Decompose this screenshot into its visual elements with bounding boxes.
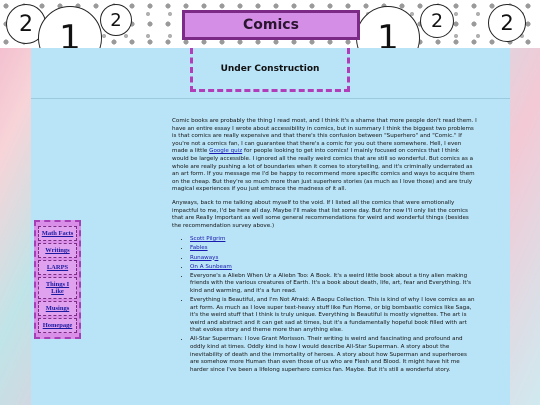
comics-list (190, 236, 477, 374)
list-item: • Everything is Beautiful, and I'm Not Afraid: A Baopu Collection. This is kind of why I love comics as an art form. As much as I love super text-heavy stuff like Fun Home, or big bombastic comics like Saga, it's the weird stuff that I think is truly unique. Everything is Beautiful is mostly vignettes. The art is weird and abstract and it can get sad at times, but it's a fundamentally hopeful book filled with art that evokes story and theme more than anything else. (190, 297, 477, 335)
link-runaways[interactable]: Runaways (190, 254, 219, 261)
nav-math-facts[interactable]: Math Facts (38, 226, 77, 241)
under-construction-banner: Under Construction (190, 48, 350, 92)
nav-writings[interactable]: Writings (38, 243, 77, 258)
list-item (190, 264, 477, 272)
header-number-circle: 2 (420, 4, 454, 38)
content-body (172, 118, 477, 376)
nav-musings[interactable]: Musings (38, 301, 77, 316)
google-quiz-link[interactable]: Google quiz (209, 148, 243, 155)
link-fables[interactable]: Fables (190, 245, 208, 252)
header-number-circle: 2 (100, 4, 132, 36)
header-number-circle: 1 (356, 6, 420, 48)
header-number-circle: 2 (6, 4, 46, 44)
sidebar-nav (34, 220, 81, 339)
link-on-a-sunbeam[interactable]: On A Sunbeam (190, 263, 232, 270)
nav-homepage[interactable]: Homepage (38, 318, 77, 333)
second-paragraph: Anyways, back to me talking about myself to the void. If I listed all the comics that were emotionally impactful to me, I'd be here all day. Maybe I'll make that list some day. But for now I'll only list the comics that are Really Important as well some general recommendations for weird and wonderful things (besides the recommendation survey above.) (172, 199, 469, 229)
header-number-circle: 1 (38, 6, 102, 48)
divider (31, 98, 510, 99)
list-item (190, 245, 477, 253)
link-scott-pilgrim[interactable]: Scott Pilgrim (190, 236, 226, 243)
list-item: • Everyone's a Aliebn When Ur a Aliebn Too: A Book. It's a weird little book about a tiny alien making friends with the various creatures of Earth. It's a book about death, life, art, fear and Everything. It's kind and warming, and it's a fun read. (190, 273, 477, 296)
list-item: • All-Star Superman: I love Grant Morisson. Their writing is weird and fascinating and profound and oddly kind at times. Oddly kind is how I would describe All-Star Superman. A story about the inevitability of death and the immortality of heroes. A story about how Superman and superheroes are somehow more Human than even those of us who are Flesh and Blood. It might have hit me harder since I've been a lifelong superhero comics fan. Maybe. But it's still a wonderful story. (190, 336, 477, 374)
list-item (190, 236, 477, 244)
nav-larps[interactable]: LARPS (38, 260, 77, 275)
nav-things-i-like[interactable]: Things I Like (38, 277, 77, 299)
page-title: Comics (182, 10, 360, 40)
header-number-circle: 2 (488, 4, 526, 42)
list-item (190, 255, 477, 263)
intro-paragraph: Comic books are probably the thing I read most, and I think it's a shame that more people don't read them. I have an entire essay I wrote about accessibility in comics, but in summary I think the biggest two problems is that comics are really expensive and that there's this confusion between "Superhero" and "Comic." If you're not a comics fan, I can guarantee that there's a comic for you out there somewhere. Hell, I even made a little Google quiz for people looking to get into comics! I mainly focused on comics that I think would be largely accessible. I ignored all the really weird comics that are still so wonderful. But comics as a whole are really pushing a lot of boundaries when it comes to storytelling, and it's criminally underrated as an art form. If you message me I'd be happy to recommend more specific comics and ways to acquire them on the cheap. But they're so much more than just superhero stories (as much as I love those) and are truly magical experiences if you just embrace the madness of it all. (172, 118, 477, 193)
